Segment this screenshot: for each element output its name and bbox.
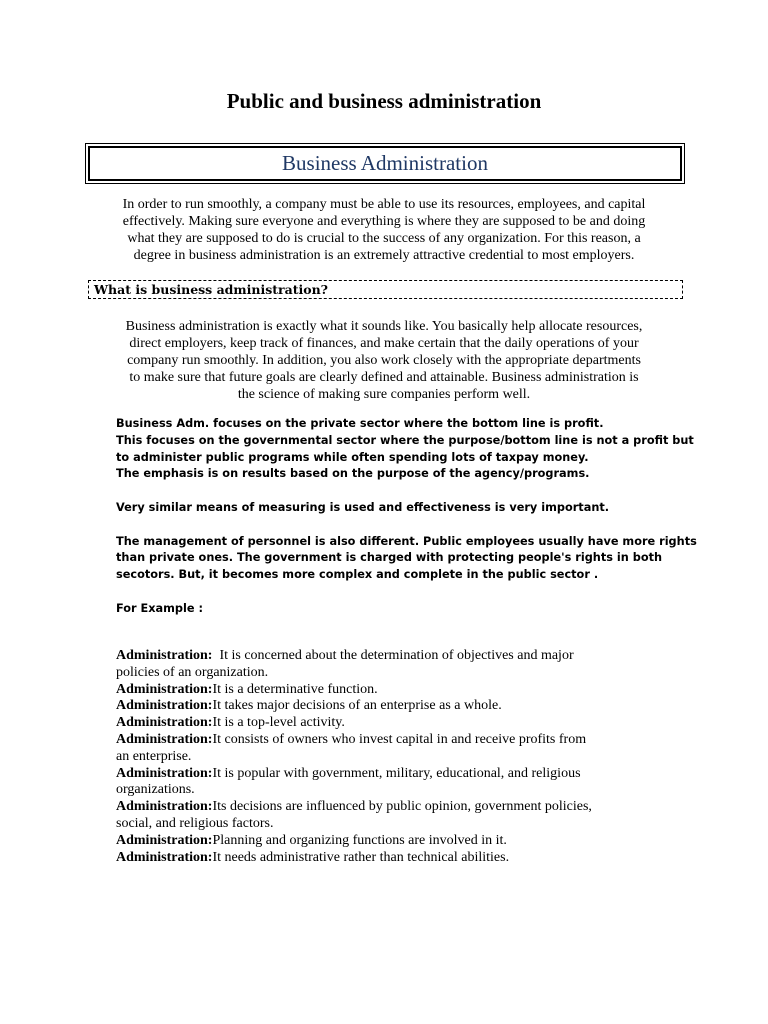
item-text-cont: policies of an organization. bbox=[116, 664, 269, 680]
list-item bbox=[116, 833, 676, 850]
item-label: Administration: bbox=[116, 799, 213, 815]
list-item bbox=[116, 850, 676, 867]
body-line: company run smoothly. In addition, you also work closely with the appropriate departments bbox=[127, 353, 641, 368]
item-label: Administration: bbox=[116, 698, 213, 714]
definition-paragraph bbox=[88, 318, 680, 403]
spacer bbox=[116, 517, 676, 534]
note-line: to administer public programs while often spending lots of taxpay money. bbox=[116, 450, 589, 464]
list-item bbox=[116, 648, 676, 682]
note-line: The emphasis is on results based on the purpose of the agency/programs. bbox=[116, 467, 590, 481]
administration-list bbox=[116, 648, 676, 866]
example-label: For Example : bbox=[116, 601, 203, 615]
intro-line: effectively. Making sure everyone and everything is where they are supposed to be and doing bbox=[122, 214, 646, 229]
item-text: It is concerned about the determination of objectives and major bbox=[212, 648, 574, 663]
note-line: secotors. But, it becomes more complex and complete in the public sector . bbox=[116, 568, 599, 582]
subheading-box bbox=[88, 280, 683, 299]
section-heading-box bbox=[88, 146, 682, 181]
intro-line: degree in business administration is an extremely attractive credential to most employers. bbox=[133, 248, 635, 263]
item-text: It is a top-level activity. bbox=[212, 715, 345, 731]
item-label: Administration: bbox=[116, 648, 213, 663]
spacer bbox=[116, 584, 676, 601]
item-text: Planning and organizing functions are involved in it. bbox=[212, 832, 507, 848]
list-item bbox=[116, 766, 676, 800]
list-item bbox=[116, 732, 676, 766]
subheading: What is business administration? bbox=[94, 282, 328, 297]
note-line: than private ones. The government is charged with protecting people's rights in both bbox=[116, 551, 663, 565]
page-title: Public and business administration bbox=[226, 89, 542, 113]
item-label: Administration: bbox=[116, 715, 213, 731]
note-line: The management of personnel is also different. Public employees usually have more rights bbox=[116, 534, 697, 548]
list-item bbox=[116, 799, 676, 833]
spacer bbox=[116, 483, 676, 500]
body-line: direct employers, keep track of finances, and make certain that the daily operations of your bbox=[129, 336, 639, 351]
list-item bbox=[116, 715, 676, 732]
note-line: This focuses on the governmental sector where the purpose/bottom line is not a profit but bbox=[116, 433, 694, 447]
item-text: It needs administrative rather than technical abilities. bbox=[212, 849, 510, 865]
item-text: Its decisions are influenced by public opinion, government policies, bbox=[212, 799, 592, 815]
note-line: Business Adm. focuses on the private sector where the bottom line is profit. bbox=[116, 417, 604, 430]
item-label: Administration: bbox=[116, 765, 213, 781]
list-item bbox=[116, 682, 676, 699]
item-text: It is a determinative function. bbox=[212, 681, 378, 697]
item-text-cont: organizations. bbox=[116, 782, 195, 798]
item-text: It consists of owners who invest capital in and receive profits from bbox=[212, 731, 587, 747]
item-text-cont: social, and religious factors. bbox=[116, 815, 274, 831]
item-text: It takes major decisions of an enterprise as a whole. bbox=[212, 698, 502, 714]
body-line: Business administration is exactly what it sounds like. You basically help allocate resources, bbox=[125, 319, 643, 334]
item-label: Administration: bbox=[116, 849, 213, 865]
item-text-cont: an enterprise. bbox=[116, 748, 192, 764]
intro-paragraph bbox=[88, 196, 680, 264]
intro-line: what they are supposed to do is crucial to the success of any organization. For this reason, a bbox=[127, 231, 641, 246]
item-label: Administration: bbox=[116, 832, 213, 848]
list-item bbox=[116, 698, 676, 715]
intro-line: In order to run smoothly, a company must be able to use its resources, employees, and capital bbox=[122, 197, 646, 212]
item-label: Administration: bbox=[116, 731, 213, 747]
section-heading: Business Administration bbox=[282, 151, 488, 175]
item-text: It is popular with government, military, educational, and religious bbox=[212, 765, 581, 781]
notes-section bbox=[116, 416, 697, 618]
item-label: Administration: bbox=[116, 681, 213, 697]
body-line: to make sure that future goals are clearly defined and attainable. Business administration is bbox=[129, 370, 639, 385]
body-line: the science of making sure companies perform well. bbox=[237, 387, 531, 402]
note-line: Very similar means of measuring is used and effectiveness is very important. bbox=[116, 500, 610, 514]
